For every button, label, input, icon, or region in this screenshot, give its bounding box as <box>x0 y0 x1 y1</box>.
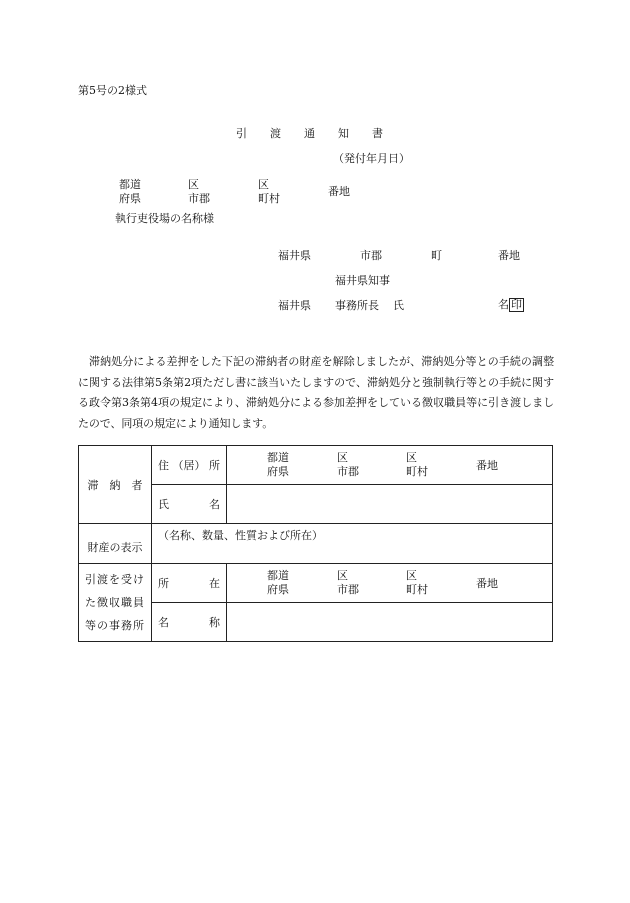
document-title <box>236 127 383 140</box>
sender-town: 町 <box>431 249 442 262</box>
address-label-2: （居） <box>172 459 206 472</box>
addressee-todofuken-1: 都道 <box>119 178 141 191</box>
addr-todofuken-1: 都道 <box>267 569 289 582</box>
addr-chouson: 町村 <box>406 583 428 596</box>
receiver-label-1: 引渡を受け <box>85 573 145 586</box>
location-label-2: 在 <box>209 577 220 590</box>
property-cell <box>152 524 553 564</box>
name-label-cell <box>152 485 227 524</box>
location-label-cell <box>152 564 227 603</box>
addr-ku-2: 区 <box>406 569 417 582</box>
addr-todofuken-1: 都道 <box>267 451 289 464</box>
addressee-chouson: 町村 <box>258 192 280 205</box>
addr-ku-1: 区 <box>337 569 348 582</box>
form-number: 第5号の2様式 <box>78 84 147 97</box>
addr-todofuken-2: 府県 <box>267 465 289 478</box>
taxpayer-address-cell <box>227 446 553 485</box>
sender-city: 市郡 <box>360 249 382 262</box>
addressee-todofuken-2: 府県 <box>119 192 141 205</box>
office-name-label-2: 称 <box>209 616 220 629</box>
property-label: 財産の表示 <box>87 541 143 554</box>
title-char: 通 <box>304 127 315 140</box>
office-name-cell <box>227 603 553 642</box>
addr-chouson: 町村 <box>406 465 428 478</box>
sender-mei <box>498 298 524 312</box>
office-name-label-cell <box>152 603 227 642</box>
notice-body: 滞納処分による差押をした下記の滞納者の財産を解除しましたが、滞納処分等との手続の調整に関する法律第5条第2項ただし書に該当いたしますので、滞納処分と強制執行等との手続に関する政令第3条第4項の規定により、滞納処分による参加差押をしている徴収職員等に引き渡しましたので、同項の規定により通知します。 <box>78 355 554 430</box>
name-label-1: 氏 <box>158 498 169 511</box>
issue-date: （発付年月日） <box>333 152 410 165</box>
title-char: 渡 <box>270 127 281 140</box>
addressee-shigun: 市郡 <box>188 192 210 205</box>
addr-shigun: 市郡 <box>337 583 359 596</box>
receiver-label-3: 等の事務所 <box>85 619 145 632</box>
addressee-name: 執行吏役場の名称様 <box>115 212 214 225</box>
sender-pref: 福井県 <box>278 249 311 262</box>
addr-ku-1: 区 <box>337 451 348 464</box>
property-label-cell <box>79 524 152 564</box>
addressee-ku-1: 区 <box>188 178 199 191</box>
office-name-label-1: 名 <box>158 616 169 629</box>
taxpayer-label: 滞 納 者 <box>87 478 143 492</box>
details-table <box>78 445 553 642</box>
taxpayer-name-cell <box>227 485 553 524</box>
name-label-2: 名 <box>209 498 220 511</box>
sender-office-pref: 福井県 <box>278 299 311 312</box>
location-label-1: 所 <box>158 577 169 590</box>
sender-mei-text: 名 <box>498 298 509 311</box>
seal-mark: 印 <box>511 298 522 311</box>
property-note: （名称、数量、性質および所在） <box>158 529 323 542</box>
addr-shigun: 市郡 <box>337 465 359 478</box>
addressee-banchi: 番地 <box>328 185 350 198</box>
title-char: 知 <box>338 127 349 140</box>
addressee-ku-2: 区 <box>258 178 269 191</box>
taxpayer-label-cell <box>79 446 152 524</box>
sender-office-head: 事務所長 <box>335 299 379 312</box>
sender-banchi: 番地 <box>498 249 520 262</box>
address-label-1: 住 <box>158 459 169 472</box>
addr-banchi: 番地 <box>476 577 498 590</box>
receiver-address-cell <box>227 564 553 603</box>
addr-todofuken-2: 府県 <box>267 583 289 596</box>
receiver-label-2: た徴収職員 <box>85 596 145 609</box>
addr-ku-2: 区 <box>406 451 417 464</box>
sender-governor: 福井県知事 <box>335 274 390 287</box>
sender-shi: 氏 <box>393 299 404 312</box>
address-label-3: 所 <box>209 459 220 472</box>
receiver-label-cell <box>79 564 152 642</box>
address-label-cell <box>152 446 227 485</box>
title-char: 書 <box>372 127 383 140</box>
title-char: 引 <box>236 127 247 140</box>
addr-banchi: 番地 <box>476 459 498 472</box>
